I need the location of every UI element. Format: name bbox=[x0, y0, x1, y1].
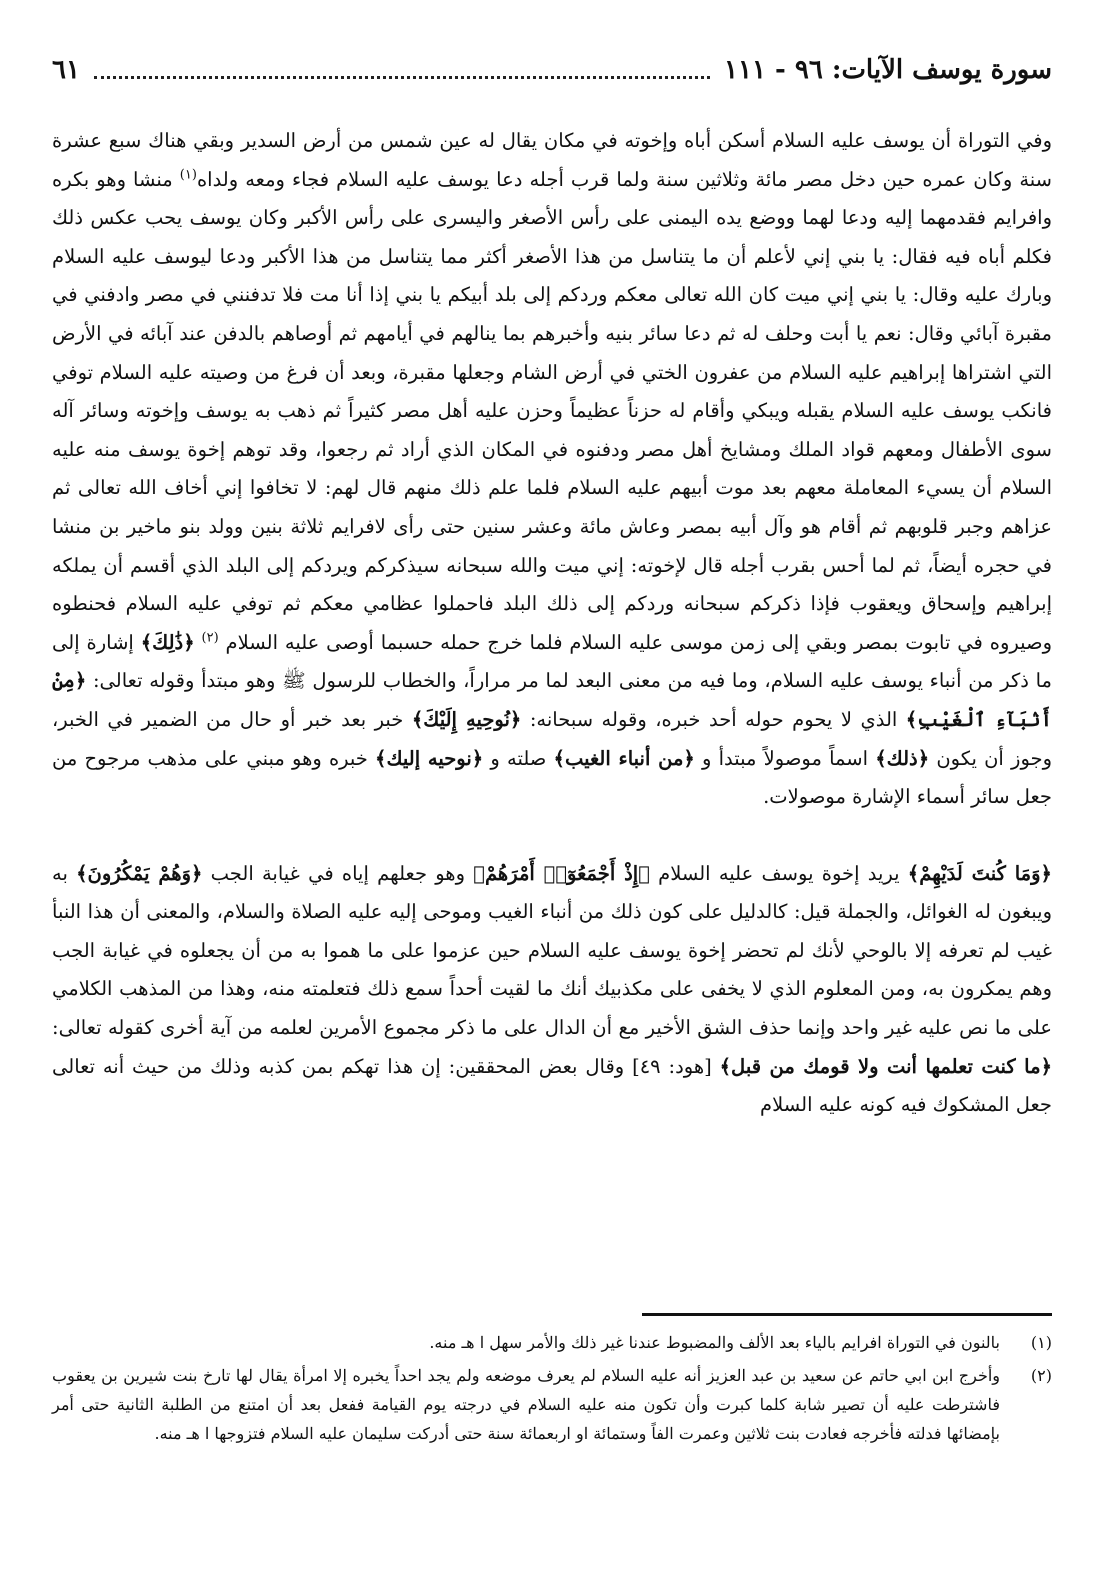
page-number: ٦١ bbox=[52, 55, 80, 85]
quran-quote: ﴿إِذْ أَجْمَعُوٓا۟ أَمْرَهُمْ﴾ bbox=[473, 861, 650, 885]
paragraph-1-text-e: خبر بعد خبر أو حال من الضمير في الخبر، وجوز أن يكون bbox=[52, 707, 1052, 770]
header-title: سورة يوسف الآيات: ٩٦ - ١١١ bbox=[724, 55, 1052, 85]
footnote-ref-1: (١) bbox=[179, 167, 197, 183]
footnote-ref-2: (٢) bbox=[201, 630, 219, 646]
running-header bbox=[52, 40, 1052, 100]
paragraph-1-text-d: الذي لا يحوم حوله أحد خبره، وقوله سبحانه: bbox=[521, 707, 906, 731]
footnote-text: وأخرج ابن ابي حاتم عن سعيد بن عبد العزيز أنه عليه السلام لم يعرف موضعه ولم يجد احداً يخبره إلا امرأة يقال لها تارخ بنت شيرين بن يعقوب فاشترطت عليه أن تصير شابة كلما كبرت وأن تكون منه عليه السلام في درجته يوم القيامة ففعل بعد أن امتنع من الطلبة الثانية حتى أمر بإمضائها فدلته فأخرجه فعادت بنت ثلاثين وعمرت الفاً وستمائة او اربعمائة سنة حتى أدركت سليمان عليه السلام فتزوجها ا هـ منه. bbox=[52, 1366, 1001, 1443]
book-page bbox=[52, 40, 1052, 1550]
quran-quote: ﴿ذلك﴾ bbox=[875, 746, 930, 770]
footnote-2 bbox=[52, 1361, 1052, 1448]
paragraph-1 bbox=[52, 122, 1052, 817]
quran-quote: ﴿مِنْ أَنۢبَآءِ ٱلْغَيْبِ﴾ bbox=[52, 669, 1052, 731]
quran-quote: ﴿وَمَا كُنتَ لَدَيْهِمْ﴾ bbox=[907, 861, 1052, 885]
quran-quote: ﴿ذَٰلِكَ﴾ bbox=[140, 630, 195, 654]
header-leader-dots bbox=[94, 62, 710, 79]
footnotes bbox=[52, 1328, 1052, 1452]
paragraph-2-text-b: وهو جعلهم إياه في غيابة الجب bbox=[202, 861, 474, 885]
paragraph-1-text-b: منشا وهو بكره وافرايم فقدمهما إليه ودعا لهما ووضع يده اليمنى على رأس الأصغر واليسرى على رأس الأكبر وكان يوسف يحب عكس ذلك فكلم أباه فيه فقال: يا بني إني لأعلم أن ما يتناسل من هذا الأصغر أكثر مما يتناسل من هذا الأكبر ودعا ليوسف عليه السلام وبارك عليه وقال: يا بني إني ميت كان الله تعالى معكم وردكم إلى بلد أبيكم يا بني إذا أنا مت فلا تدفنني في مصر وادفني في مقبرة آبائي وقال: نعم يا أبت وحلف له ثم دعا سائر بنيه وأخبرهم بما ينالهم في أيامهم ثم أوصاهم بالدفن عند آبائه في الأرض التي اشتراها إبراهيم عليه السلام من عفرون الختي في أرض الشام وجعلها مقبرة، وبعد أن فرغ من وصيته عليه السلام توفي فانكب يوسف عليه السلام يقبله ويبكي وأقام له حزناً عظيماً وحزن عليه أهل مصر كثيراً ثم ذهب به يوسف وإخوته وسائر آله سوى الأطفال ومعهم قواد الملك ومشايخ أهل مصر ودفنوه في المكان الذي أراد ثم رجعوا، وقد توهم إخوة يوسف منه عليه السلام أن يسيء المعاملة معهم بعد موت أبيهم عليه السلام فلما علم ذلك منهم قال لهم: لا تخافوا إني أخاف الله تعالى ثم عزاهم وجبر قلوبهم ثم أقام هو وآل أبيه بمصر وعاش مائة وعشر سنين حتى رأى لافرايم ثلاثة بنين وولد بنو ماخير بن منشا في حجره أيضاً، ثم لما أحس بقرب أجله قال لإخوته: إني ميت والله سبحانه سيذكركم ويردكم إلى البلد الذي أقسم أن يملكه إبراهيم وإسحاق ويعقوب فإذا ذكركم سبحانه وردكم إلى ذلك البلد فاحملوا عظامي معكم ثم توفي عليه السلام فحنطوه وصيروه في تابوت بمصر وبقي إلى زمن موسى عليه السلام فلما خرج حمله حسبما أوصى عليه السلام bbox=[52, 167, 1052, 654]
footnote-1 bbox=[52, 1328, 1052, 1357]
paragraph-2 bbox=[52, 855, 1052, 1125]
paragraph-1-text-a: وفي التوراة أن يوسف عليه السلام أسكن أباه وإخوته في مكان يقال له عين شمس من أرض السدير وبقي هناك سبع عشرة سنة وكان عمره حين دخل مصر مائة وثلاثين سنة ولما قرب أجله دعا يوسف عليه السلام فجاء ومعه ولداه bbox=[52, 129, 1053, 191]
paragraph-2-text-a: يريد إخوة يوسف عليه السلام bbox=[649, 861, 908, 885]
paragraph-1-text-c: إشارة إلى ما ذكر من أنباء يوسف عليه السلام، وما فيه من معنى البعد لما مر مراراً، والخطاب للرسول ﷺ وهو مبتدأ وقوله تعالى: bbox=[52, 630, 1052, 693]
quran-quote: ﴿نُوحِيهِ إِلَيْكَ﴾ bbox=[411, 707, 522, 731]
paragraph-1-text-f: اسماً موصولاً مبتدأ و bbox=[694, 746, 876, 770]
quran-quote: ﴿من أنباء الغيب﴾ bbox=[553, 746, 695, 770]
paragraph-2-text-d: [هود: ٤٩] وقال بعض المحققين: إن هذا تهكم بمن كذبه وذلك من حيث أنه تعالى جعل المشكوك فيه كونه عليه السلام bbox=[52, 1054, 1052, 1117]
paragraph-1-text-h: خبره وهو مبني على مذهب مرجوح من جعل سائر أسماء الإشارة موصولات. bbox=[52, 746, 1052, 809]
paragraph-2-text-c: به ويبغون له الغوائل، والجملة قيل: كالدليل على كون ذلك من أنباء الغيب وموحى إليه عليه الصلاة والسلام، والمعنى أن هذا النبأ غيب لم تعرفه إلا بالوحي لأنك لم تحضر إخوة يوسف عليه السلام حين عزموا على ما هموا به من أن يجعلوه في غيابة الجب وهم يمكرون به، ومن المعلوم الذي لا يخفى على مكذبيك أنك ما لقيت أحداً سمع ذلك فتعلمته منه، وهذا من المذهب الكلامي على ما نص عليه غير واحد وإنما حذف الشق الأخير مع أن الدال على ما ذكر مجموع الأمرين لعلمه من آية أخرى كقوله تعالى: bbox=[52, 861, 1052, 1040]
quran-quote: ﴿ما كنت تعلمها أنت ولا قومك من قبل﴾ bbox=[719, 1054, 1052, 1078]
paragraph-1-text-g: صلته و bbox=[483, 746, 554, 770]
footnote-separator bbox=[642, 1313, 1052, 1316]
footnote-number: (٢) bbox=[1030, 1366, 1052, 1385]
quran-quote: ﴿نوحيه إليك﴾ bbox=[375, 746, 484, 770]
footnote-number: (١) bbox=[1030, 1333, 1052, 1352]
quran-quote: ﴿وَهُمْ يَمْكُرُونَ﴾ bbox=[76, 861, 203, 885]
footnote-text: بالنون في التوراة افرايم بالياء بعد الألف والمضبوط عندنا غير ذلك والأمر سهل ا هـ منه. bbox=[429, 1333, 1000, 1352]
